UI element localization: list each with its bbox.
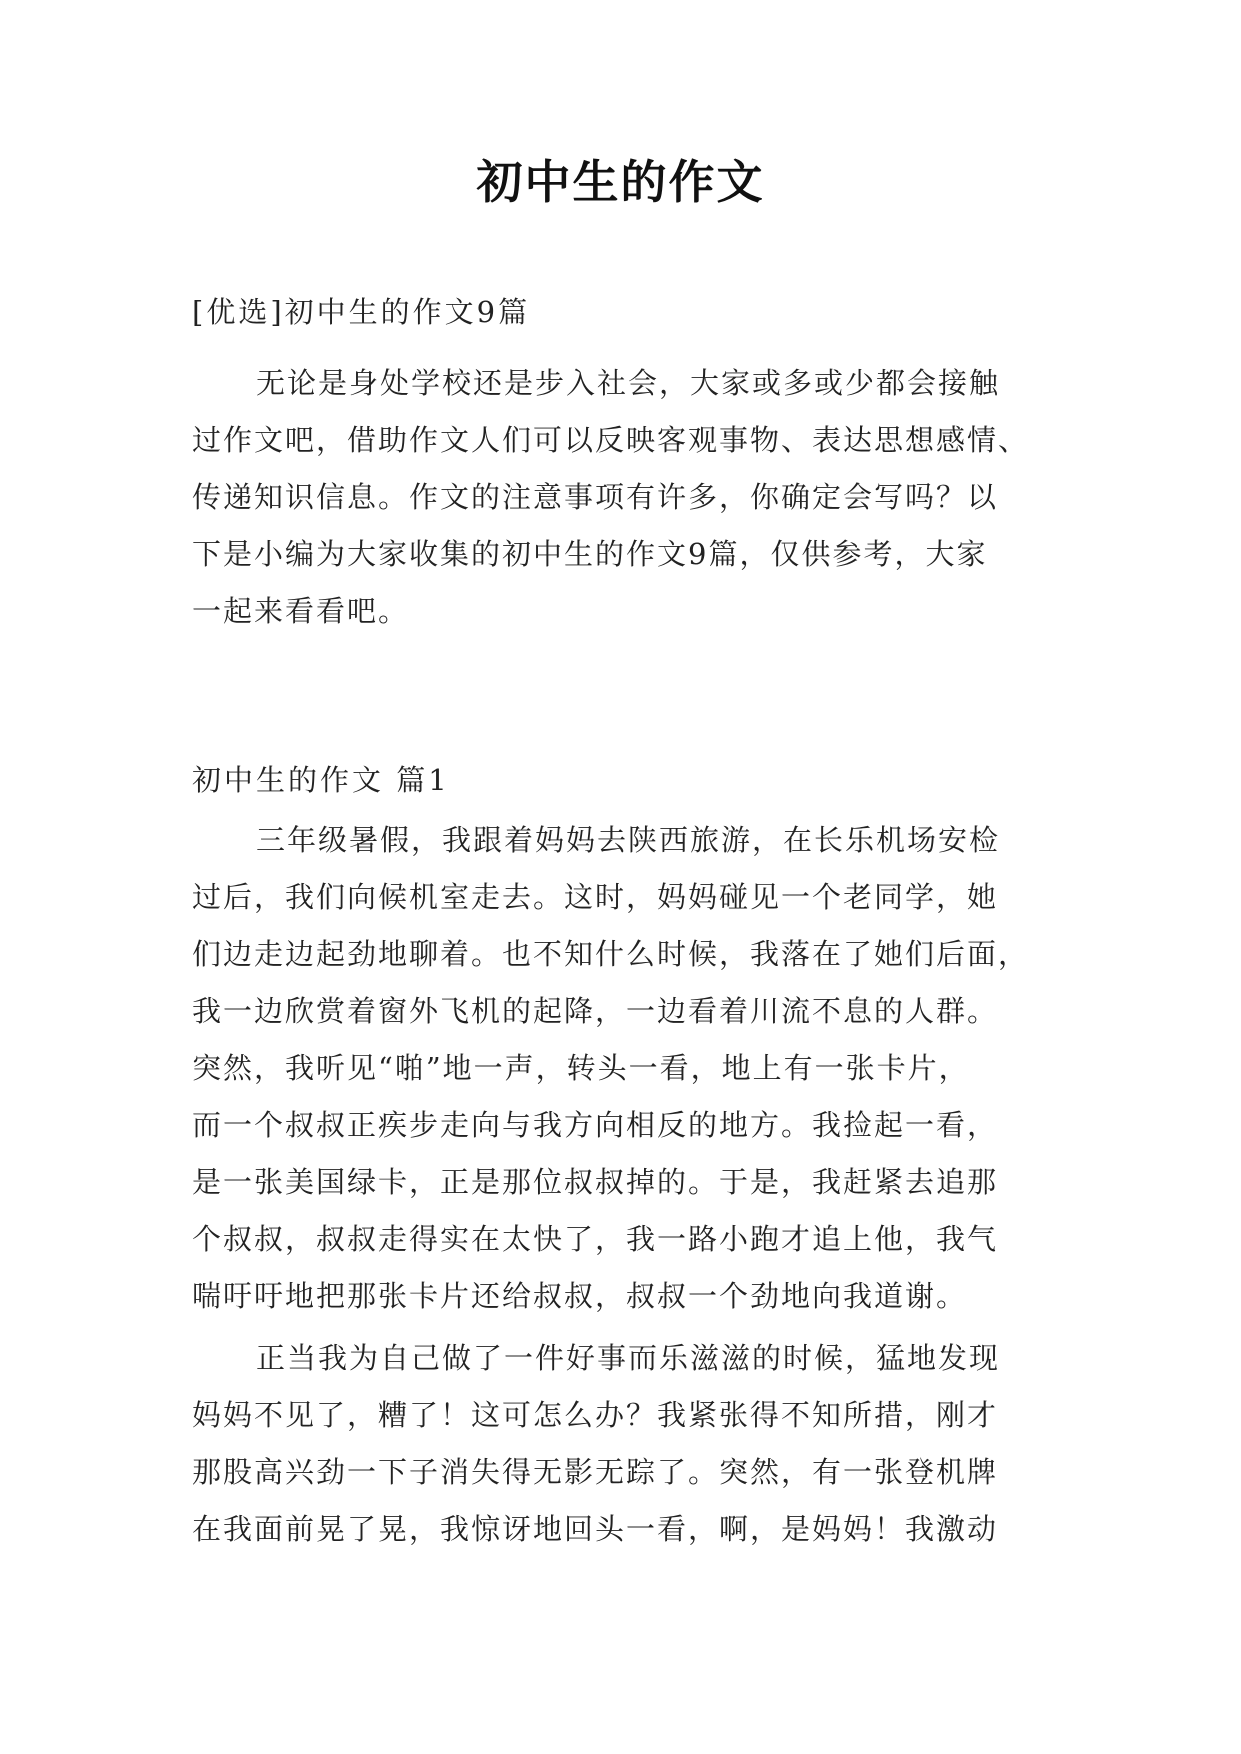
body-line: 过后，我们向候机室走去。这时，妈妈碰见一个老同学，她 [192,880,999,914]
body-line: 们边走边起劲地聊着。也不知什么时候，我落在了她们后面， [192,937,1030,971]
body-line: 喘吁吁地把那张卡片还给叔叔，叔叔一个劲地向我道谢。 [192,1279,968,1313]
intro-line: 一起来看看吧。 [192,594,410,628]
body-line: 个叔叔，叔叔走得实在太快了，我一路小跑才追上他，我气 [192,1222,999,1256]
body-line: 是一张美国绿卡，正是那位叔叔掉的。于是，我赶紧去追那 [192,1165,999,1199]
body-line: 我一边欣赏着窗外飞机的起降，一边看着川流不息的人群。 [192,994,999,1028]
body-paragraph-2 [192,1330,1052,1558]
body-line: 那股高兴劲一下子消失得无影无踪了。突然，有一张登机牌 [192,1455,999,1489]
body-line: 而一个叔叔正疾步走向与我方向相反的地方。我捡起一看， [192,1108,999,1142]
body-line: 突然，我听见“啪”地一声，转头一看，地上有一张卡片， [192,1051,970,1085]
body-line: 在我面前晃了晃，我惊讶地回头一看，啊，是妈妈！我激动 [192,1512,999,1546]
document-subtitle: [优选]初中生的作文9篇 [192,295,531,329]
body-line: 正当我为自己做了一件好事而乐滋滋的时候，猛地发现 [256,1341,1001,1375]
intro-paragraph [192,355,1052,640]
intro-line: 无论是身处学校还是步入社会，大家或多或少都会接触 [256,366,1001,400]
body-line: 三年级暑假，我跟着妈妈去陕西旅游，在长乐机场安检 [256,823,1001,857]
body-line: 妈妈不见了，糟了！这可怎么办？我紧张得不知所措，刚才 [192,1398,999,1432]
body-paragraph-1 [192,812,1052,1325]
intro-line: 传递知识信息。作文的注意事项有许多，你确定会写吗？以 [192,480,999,514]
document-title: 初中生的作文 [476,155,765,209]
section-heading: 初中生的作文 篇1 [192,763,450,797]
intro-line: 下是小编为大家收集的初中生的作文9篇，仅供参考，大家 [192,537,988,571]
intro-line: 过作文吧，借助作文人们可以反映客观事物、表达思想感情、 [192,423,1030,457]
